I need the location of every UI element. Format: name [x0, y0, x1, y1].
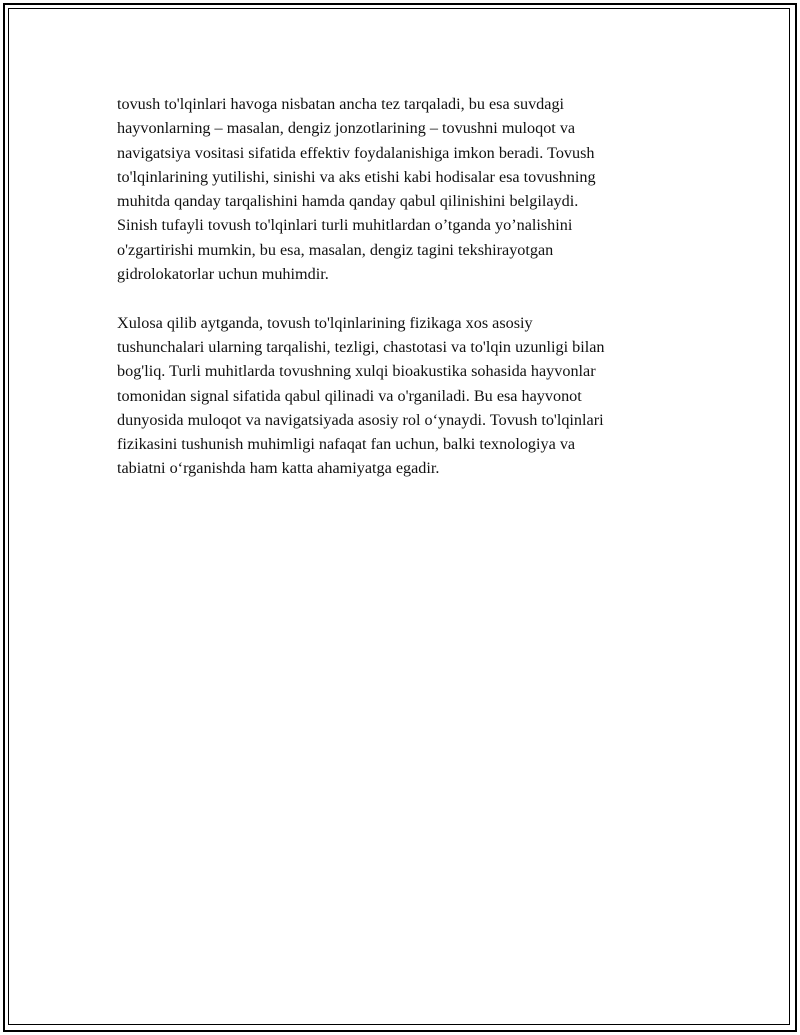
text-line: tushunchalari ularning tarqalishi, tezligi, chastotasi va to'lqin uzunligi bilan: [117, 337, 605, 356]
paragraph-2: [117, 311, 682, 481]
text-line: fizikasini tushunish muhimligi nafaqat fan uchun, balki texnologiya va: [117, 435, 576, 454]
text-line: tomonidan signal sifatida qabul qilinadi va o'rganiladi. Bu esa hayvonot: [117, 386, 582, 405]
text-line: Sinish tufayli tovush to'lqinlari turli muhitlardan o’tganda yo’nalishini: [117, 216, 573, 235]
text-line: tovush to'lqinlari havoga nisbatan ancha tez tarqaladi, bu esa suvdagi: [117, 95, 565, 113]
text-line: to'lqinlarining yutilishi, sinishi va aks etishi kabi hodisalar esa tovushning: [117, 167, 596, 186]
text-line: o'zgartirishi mumkin, bu esa, masalan, dengiz tagini tekshirayotgan: [117, 240, 554, 259]
text-line: bog'liq. Turli muhitlarda tovushning xulqi bioakustika sohasida hayvonlar: [117, 362, 596, 381]
text-line: tabiatni o‘rganishda ham katta ahamiyatga egadir.: [117, 459, 440, 478]
text-line: gidrolokatorlar uchun muhimdir.: [117, 265, 329, 284]
text-line: hayvonlarning – masalan, dengiz jonzotlarining – tovushni muloqot va: [117, 119, 576, 138]
paragraph-1: [117, 92, 682, 286]
text-line: Xulosa qilib aytganda, tovush to'lqinlarining fizikaga xos asosiy: [117, 313, 533, 332]
text-line: muhitda qanday tarqalishini hamda qanday qabul qilinishini belgilaydi.: [117, 192, 579, 211]
text-line: navigatsiya vositasi sifatida effektiv foydalanishiga imkon beradi. Tovush: [117, 143, 595, 162]
text-line: dunyosida muloqot va navigatsiyada asosiy rol o‘ynaydi. Tovush to'lqinlari: [117, 410, 604, 429]
document-body: [117, 92, 682, 505]
